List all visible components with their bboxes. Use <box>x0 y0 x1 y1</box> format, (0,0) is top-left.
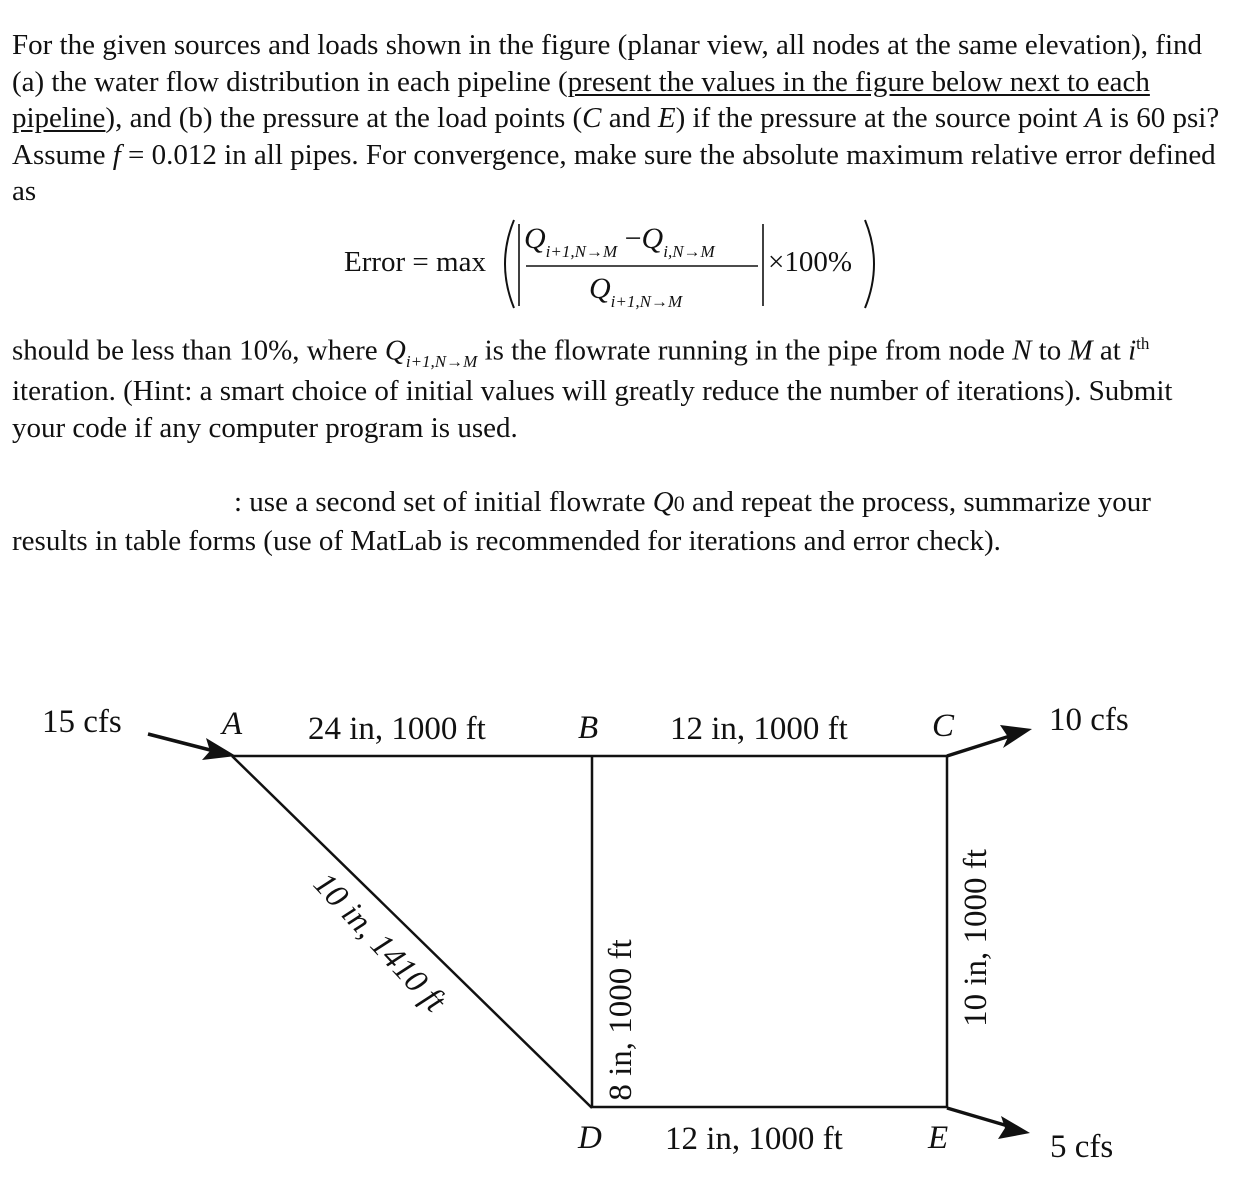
p1-text-a: For the given sources and loads shown in the figure (planar view, all nodes at the same elevation), find (a) the water flow distribution in each pipeline ( <box>12 29 1203 98</box>
node-c-label: C <box>932 708 955 744</box>
p2-text-b: is the flowrate running in the pipe from node <box>477 334 1013 367</box>
node-d-label: D <box>578 1120 602 1156</box>
problem-paragraph-3 <box>12 484 1222 559</box>
p1-text-f: ) if the pressure at the source point <box>675 102 1085 134</box>
p2-node-m: M <box>1068 334 1093 367</box>
p3-text-a: : use a second set of initial flowrate <box>234 486 653 518</box>
outflow-c-arrow-shaft <box>947 736 1010 756</box>
formula-numerator: $Q_{i+1,N\to M} -Q_{i,N\to M}$ <box>524 222 715 261</box>
pipe-de-label: 12 in, 1000 ft <box>665 1121 843 1157</box>
p2-q-symbol: Q <box>384 334 406 367</box>
pipe-ad-label: 10 in, 1410 ft <box>306 865 453 1020</box>
p2-text-c: to <box>1031 334 1069 367</box>
p2-th-superscript: th <box>1136 334 1150 353</box>
node-b-label: B <box>578 710 599 746</box>
p1-node-a: A <box>1084 102 1103 134</box>
p2-q-subscript: i+1,N→M <box>405 351 478 371</box>
p3-q-subscript: 0 <box>673 491 685 516</box>
p1-text-b: ), and (b) the pressure at the load points ( <box>105 102 583 134</box>
p1-text-h: is 60 psi? Assume <box>12 102 1220 171</box>
p2-node-n: N <box>1012 334 1032 367</box>
pipe-bd-label: 8 in, 1000 ft <box>603 939 639 1101</box>
pipe-network-figure <box>0 690 1233 1204</box>
pipe-ab-label: 24 in, 1000 ft <box>308 711 486 747</box>
p1-node-c: C <box>582 102 602 134</box>
pipe-ad <box>232 756 592 1108</box>
p1-friction-f: f <box>112 138 121 171</box>
p1-text-d: and <box>601 102 658 134</box>
formula-times-100: ×100% <box>768 246 853 278</box>
inflow-arrow-shaft <box>148 734 214 751</box>
formula-left-paren <box>505 220 514 308</box>
outflow-c-label: 10 cfs <box>1049 702 1129 738</box>
error-formula <box>344 214 884 314</box>
node-e-label: E <box>928 1120 949 1156</box>
problem-paragraph-1 <box>12 27 1222 210</box>
p3-q-symbol: Q <box>652 486 674 518</box>
outflow-e-label: 5 cfs <box>1050 1129 1114 1165</box>
p1-underlined-text: present the values in the figure below next to each pipeline <box>12 65 1150 134</box>
p3-text-b: and repeat the process, summarize your results in table forms (use of MatLab is recommended for iterations and error check). <box>12 486 1151 557</box>
formula-label: Error = max <box>344 246 486 278</box>
outflow-e-arrow-head <box>998 1116 1030 1139</box>
p1-text-j: = 0.012 in all pipes. For convergence, make sure the absolute maximum relative error defined as <box>12 138 1216 207</box>
node-a-label: A <box>222 706 243 742</box>
p1-node-e: E <box>657 102 676 134</box>
pipe-bc-label: 12 in, 1000 ft <box>670 711 848 747</box>
formula-denominator: $Q_{i+1,N\to M}$ <box>589 272 683 311</box>
p2-text-d: at <box>1092 334 1129 367</box>
problem-paragraph-2 <box>12 326 1222 446</box>
p2-i-symbol: i <box>1128 334 1137 367</box>
formula-right-paren <box>865 220 874 308</box>
pipe-ce-label: 10 in, 1000 ft <box>958 849 994 1027</box>
p2-text-e: iteration. (Hint: a smart choice of initial values will greatly reduce the number of iterations). Submit your code if any computer program is used. <box>12 375 1173 444</box>
inflow-label: 15 cfs <box>42 704 122 740</box>
outflow-e-arrow-shaft <box>947 1108 1008 1126</box>
p2-text-a: should be less than 10%, where <box>12 334 385 367</box>
